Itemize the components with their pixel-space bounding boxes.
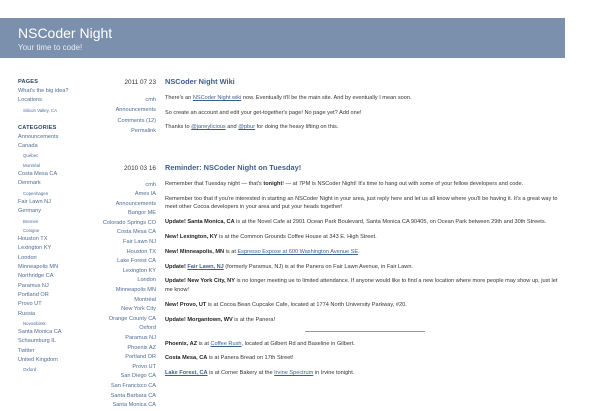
janeylicious-link[interactable]: @janeylicious <box>191 124 226 131</box>
lake-forest-link[interactable]: Lake Forest, CA <box>165 370 208 377</box>
post1-date: 2011 07 23 <box>124 79 156 86</box>
pbur-link[interactable]: @pbur <box>238 124 256 131</box>
post2-location: Phoenix, AZ is at Coffee Rush, located at Gilbert Rd and Baseline in Gilbert. <box>165 340 355 347</box>
post2-paragraph: Remember that Tuesday night — that's tonight! — at 7PM is NSCoder Night! It's time to hang out with some of your fellow developers and code. <box>165 180 524 187</box>
post-meta-link[interactable]: Minneapolis MN <box>115 287 156 294</box>
post2-body <box>165 164 565 384</box>
post-meta-link[interactable]: Santa Monica CA <box>112 402 156 409</box>
page-item[interactable]: Silicon Valley, CA <box>23 107 57 113</box>
post-meta-link[interactable]: Permalink <box>131 128 156 134</box>
post-meta-link[interactable]: Oxford <box>139 325 156 332</box>
post-meta-link[interactable]: San Diego CA <box>120 373 156 380</box>
category-item[interactable]: Twitter <box>18 347 35 354</box>
post2-update: New! Lexington, KY is at the Common Grounds Coffee House at 343 E. High Street. <box>165 233 377 240</box>
post-meta-link[interactable]: Houston TX <box>126 248 156 255</box>
category-item[interactable]: Germany <box>18 208 42 215</box>
category-item[interactable]: Denmark <box>18 180 41 187</box>
post2-title[interactable]: Reminder: NSCoder Night on Tuesday! <box>165 163 302 172</box>
category-item[interactable]: Canada <box>18 143 38 150</box>
category-item[interactable]: Northridge CA <box>18 273 54 280</box>
category-item[interactable]: Santa Monica CA <box>18 329 62 336</box>
site-tagline: Your time to code! <box>18 43 83 52</box>
categories-heading: CATEGORIES <box>18 124 57 131</box>
post-meta-link[interactable]: Costa Mesa CA <box>116 229 156 236</box>
category-item[interactable]: Québec <box>23 153 39 159</box>
espresso-expose-link[interactable]: Espresso Expose at 600 Washington Avenue SE <box>237 248 359 255</box>
category-item[interactable]: Fair Lawn NJ <box>18 198 51 205</box>
category-item[interactable]: Bremen <box>23 218 39 224</box>
post-meta-link[interactable]: San Francisco CA <box>110 382 156 389</box>
category-item[interactable]: London <box>18 254 37 261</box>
wiki-link[interactable]: NSCoder Night wiki <box>192 94 242 101</box>
post-meta-link[interactable]: Announcements <box>115 107 156 113</box>
post-meta-link[interactable]: Lake Forest CA <box>117 258 156 265</box>
post-meta-link[interactable]: Announcements <box>115 200 156 207</box>
pages-list <box>18 87 100 115</box>
post2-date: 2010 03 16 <box>124 165 156 172</box>
category-item[interactable]: Announcements <box>18 133 59 140</box>
page-item[interactable]: What's the big idea? <box>18 88 69 94</box>
category-item[interactable]: Novosibirsk <box>23 320 46 326</box>
post-meta-link[interactable]: Montréal <box>134 296 156 303</box>
post-meta-link[interactable]: Lexington KY <box>122 267 156 274</box>
post-meta-link[interactable]: Provo UT <box>132 363 156 370</box>
category-item[interactable]: Copenhagen <box>23 190 49 196</box>
post2-location: Costa Mesa, CA is at Panera Bread on 17th Street! <box>165 355 294 362</box>
category-item[interactable]: Paramus NJ <box>18 282 49 289</box>
post2-paragraph: Remember too that if you're interested in starting an NSCoder Night in your area, just reply here and let us all know where you'll be having it. It's a great way to meet other Cocoa developers in your area and put your heads together! <box>165 195 558 211</box>
category-item[interactable]: Minneapolis MN <box>18 264 59 271</box>
category-item[interactable]: Montréal <box>23 162 41 168</box>
post-meta-link[interactable]: cmh <box>145 96 156 103</box>
category-item[interactable]: Houston TX <box>18 236 48 243</box>
post1-title[interactable]: NSCoder Night Wiki <box>165 77 235 86</box>
post2-meta <box>96 164 156 411</box>
post-meta-link[interactable]: London <box>137 277 156 284</box>
category-item[interactable]: Provo UT <box>18 301 42 308</box>
post-meta-link[interactable]: Colorado Springs CO <box>102 219 156 226</box>
post2-update: New! Provo, UT is at Cocoa Bean Cupcake Cafe, located at 1774 North University Parkway, #20. <box>165 301 407 308</box>
post-meta-link[interactable]: Fair Lawn NJ <box>123 239 156 246</box>
irvine-spectrum-link[interactable]: Irvine Spectrum <box>274 370 314 377</box>
category-item[interactable]: Lexington KY <box>18 245 52 252</box>
post2-update: Update! Fair Lawn, NJ (formerly Paramus, NJ) is at the Panera on Fair Lawn Avenue, in Fair Lawn. <box>165 263 413 270</box>
post-meta-link[interactable]: Bangor ME <box>128 210 156 217</box>
post1-paragraph: So create an account and edit your get-together's page! No page yet? Add one! <box>165 109 362 116</box>
post1-meta <box>96 78 156 137</box>
post-meta-link[interactable]: Portland OR <box>125 354 156 361</box>
post2-update: Update! New York City, NY is no longer meeting ue to limited attendance. If anyone would like to find a new location where more people may show up, just let me know! <box>165 278 558 294</box>
post2-update: Update! Santa Monica, CA is at the Novel Cafe at 2901 Ocean Park Boulevard, Santa Monica CA 90405, on Ocean Park between 29th and 30th Streets. <box>165 219 547 226</box>
fair-lawn-link[interactable]: Fair Lawn, NJ <box>187 263 224 270</box>
post1-body <box>165 78 565 138</box>
site-title[interactable]: NSCoder Night <box>18 25 113 41</box>
post-meta-link[interactable]: Comments (12) <box>117 117 156 124</box>
post-meta-link[interactable]: Phoenix AZ <box>127 344 156 351</box>
category-item[interactable]: Oxford <box>23 367 37 373</box>
post-meta-link[interactable]: cmh <box>145 181 156 188</box>
post2-location: Lake Forest, CA is at Corner Bakery at the Irvine Spectrum in Irvine tonight. <box>165 370 355 377</box>
post2-update: Update! Morgantown, WV is at the Panera! <box>165 316 276 323</box>
post-meta-link[interactable]: New York City <box>121 306 156 313</box>
sidebar <box>18 78 100 375</box>
post-meta-link[interactable]: Ames IA <box>134 191 156 198</box>
category-item[interactable]: Costa Mesa CA <box>18 171 58 178</box>
categories-list <box>18 133 100 375</box>
category-item[interactable]: Schaumburg IL <box>18 338 56 345</box>
pages-heading: PAGES <box>18 79 39 85</box>
post1-paragraph: Thanks to @janeylicious and @pbur for doing the heavy lifting on this. <box>165 124 339 131</box>
category-item[interactable]: Russia <box>18 310 36 317</box>
category-item[interactable]: Portland OR <box>18 291 49 298</box>
post-meta-link[interactable]: Santa Barbara CA <box>110 392 156 399</box>
page-item[interactable]: Locations <box>18 97 42 104</box>
post-meta-link[interactable]: Orange County CA <box>108 315 156 322</box>
post1-paragraph: There's an NSCoder Night wiki now. Eventually it'll be the main site. And by eventually I mean soon. <box>165 94 412 101</box>
divider <box>305 331 425 332</box>
category-item[interactable]: Cologne <box>23 227 40 233</box>
post2-update: New! Minneapolis, MN is at Espresso Expose at 600 Washington Avenue SE. <box>165 248 360 255</box>
coffee-rush-link[interactable]: Coffee Rush <box>210 340 242 347</box>
post-meta-link[interactable]: Paramus NJ <box>125 335 156 341</box>
category-item[interactable]: United Kingdom <box>18 357 58 364</box>
